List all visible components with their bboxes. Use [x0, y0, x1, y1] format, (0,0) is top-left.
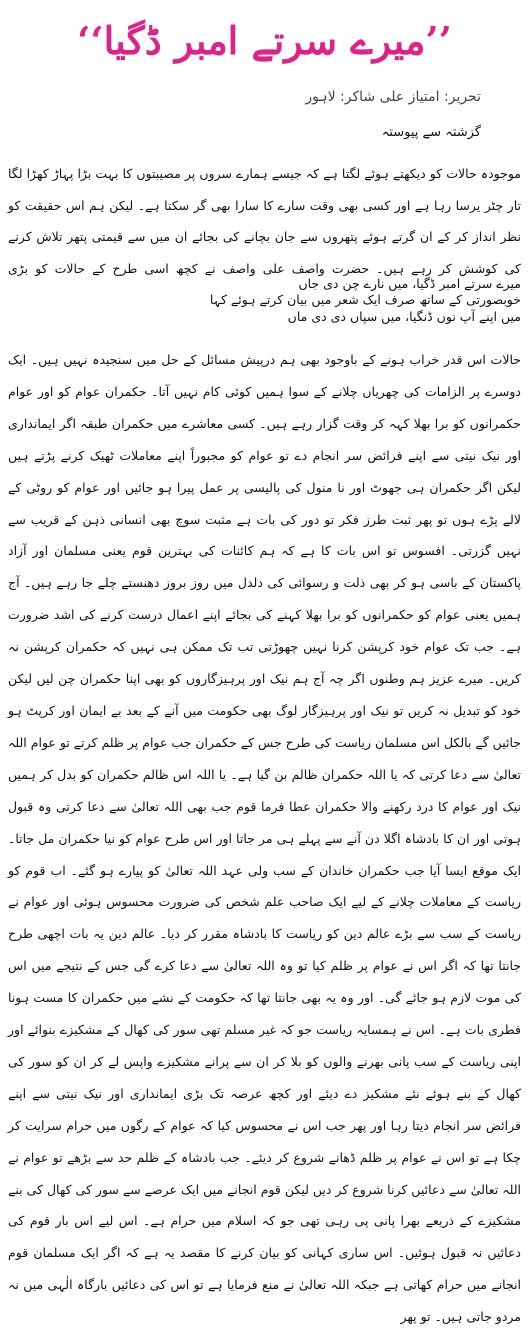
article-title: ’’میرے سرتے امبر ڈگیا‘‘	[77, 18, 452, 63]
verse-line-2: میں اپنے آپ نوں ڈنگیا، میں سپاں دی دی ماں	[287, 309, 521, 324]
article-body-top	[8, 158, 521, 316]
verse-line-1: میرے سرتے امبر ڈگیا، میں نارے چن دی جاں	[298, 276, 521, 291]
paragraph-2: حالات اس قدر خراب ہونے کے باوجود بھی ہم درپیش مسائل کے حل میں سنجیدہ نہیں ہیں۔ ایک دوسرے پر الزامات کی چھریاں چلانے کے سوا ہمیں کوئی کام نہیں آتا۔ حکمران عوام کو اور عوام حکمرانوں کو برا بھلا کہہ کر وقت گزار رہے ہیں۔ کسی معاشرے میں حکمران طبقہ اگر ایمانداری اور نیک نیتی سے اپنے فرائض سر انجام دے تو عوام کو مجبوراً اپنے معاملات ٹھیک کرنے پڑتے ہیں لیکن اگر حکمران ہی جھوٹ اور نا منول کی پالیسی پر عمل پیرا ہو جائیں اور عوام کو روٹی کے لالے پڑے ہوں تو پھر ثبت طرز فکر تو دور کی بات ہے مثبت سوچ بھی انسانی ذہن کے قریب سے نہیں گزرتی۔ افسوس تو اس بات کا ہے کہ ہم کائنات کی بہترین قوم یعنی مسلمان اور آزاد پاکستان کے باسی ہو کر بھی ذلت و رسوائی کی دلدل میں روز بروز دھنستے چلے جا رہے ہیں۔ آج ہمیں یعنی عوام کو حکمرانوں کو برا بھلا کہنے کی بجائے اپنے اعمال درست کرنے کی اشد ضرورت ہے۔ جب تک عوام خود کرپشن کرنا نہیں چھوڑتی تب تک ممکن ہی نہیں کہ حکمران کرپشن نہ کریں۔ میرے عزیز ہم وطنوں اگر چہ آج ہم نیک اور پرہیزگاروں کو بھی اپنا حکمران چن لیں لیکن خود کو تبدیل نہ کریں تو نیک اور پرہیزگار لوگ بھی حکومت میں آنے کے بعد بے ایمان اور کرپٹ ہو جائیں گے بالکل اس مسلمان ریاست کی طرح جس کے حکمران جب عوام پر ظلم کرتے تو عوام اللہ تعالیٰ سے دعا کرتی کہ یا اللہ حکمران ظالم بن گیا ہے۔ یا اللہ اس ظالم حکمران کو بدل کر ہمیں نیک اور عوام کا درد رکھنے والا حکمران عطا فرما قوم جب بھی اللہ تعالیٰ سے دعا کرتی وہ قبول ہوتی اور ان کا بادشاہ اگلا دن آنے سے پہلے ہی مر جاتا اور اس طرح عوام کو نیا حکمران مل جاتا۔ ایک موقع ایسا آیا جب حکمران خاندان کے سب ولی عہد اللہ تعالیٰ کو پیارے ہو گئے۔ اب قوم کو ریاست کے معاملات چلانے کے لیے ایک صاحب علم شخص کی ضرورت محسوس ہوئی اور عوام نے ریاست کے سب سے بڑے عالم دین کو ریاست کا بادشاہ مقرر کر دیا۔ عالم دین یہ بات اچھی طرح جانتا تھا کہ اگر اس نے عوام پر ظلم کیا تو وہ اللہ تعالیٰ سے دعا کرے گی جس کے نتیجے میں اس کی موت لازم ہو جائے گی۔ اور وہ یہ بھی جانتا تھا کہ حکومت کے نشے میں حکمران کا مست ہونا فطری بات ہے۔ اس نے ہمسایہ ریاست جو کہ غیر مسلم تھی سور کی کھال کے مشکیزے بنوائے اور اپنی ریاست کے سب پانی بھرنے والوں کو بلا کر ان سے پرانے مشکیزے واپس لے کر ان کو سور کی کھال کے بنے ہوئے نئے مشکیز دے دیئے اور کچھ عرصہ تک بڑی ایمانداری اور نیک نیتی سے اپنے فرائض سر انجام دیتا رہا اور پھر جب اس نے محسوس کیا کہ عوام کے رگوں میں حرام سرایت کر چکا ہے تو اس نے عوام پر ظلم ڈھانے شروع کر دیئے۔ جب بادشاہ کے ظلم حد سے بڑھے تو عوام نے اللہ تعالیٰ سے دعائیں کرنا شروع کر دیں لیکن قوم انجانے میں ایک عرصے سے سور کی کھال کی بنے مشکیزے کے ذریعے بھرا پانی پی رہی تھی جو کہ اسلام میں حرام ہے۔ اس لیے اس بار قوم کی دعائیں نہ قبول ہوئیں۔ اس ساری کہانی کو بیان کرنے کا مقصد یہ ہے کہ اگر ایک مسلمان قوم انجانے میں حرام کھاتی ہے جبکہ اللہ تعالیٰ نے منع فرمایا ہے تو اس کی دعائیں بارگاہ الٰہی میں نہ مردو جاتی ہیں۔ تو پھر	[8, 352, 521, 1325]
continued-label: گزشتہ سے پیوستہ	[381, 125, 481, 140]
article-body-main	[8, 344, 521, 1333]
paragraph-1: موجودہ حالات کو دیکھتے ہوئے لگتا ہے کہ جیسے ہمارے سروں پر مصیبتوں کا بہت بڑا پہاڑ کھڑا لگا تار چٹر یرسا رہا ہے اور کسی بھی وقت سارے کا سارا بھی گر سکتا ہے۔ لیکن ہم اس حقیقت کو نظر انداز کر کے ان گرتے ہوئے پتھروں سے جان بچانے کی بجائے ان میں سے قیمتی پتھر تلاش کرنے کی کوشش کر رہے ہیں۔ حضرت واصف علی واصف نے کچھ اسی طرح کے حالات کو بڑی خوبصورتی کے ساتھ صرف ایک شعر میں بیان کرتے ہوئے کہا	[8, 166, 521, 308]
article-byline: تحریر: امتیاز علی شاکر: لاہور	[305, 89, 481, 105]
